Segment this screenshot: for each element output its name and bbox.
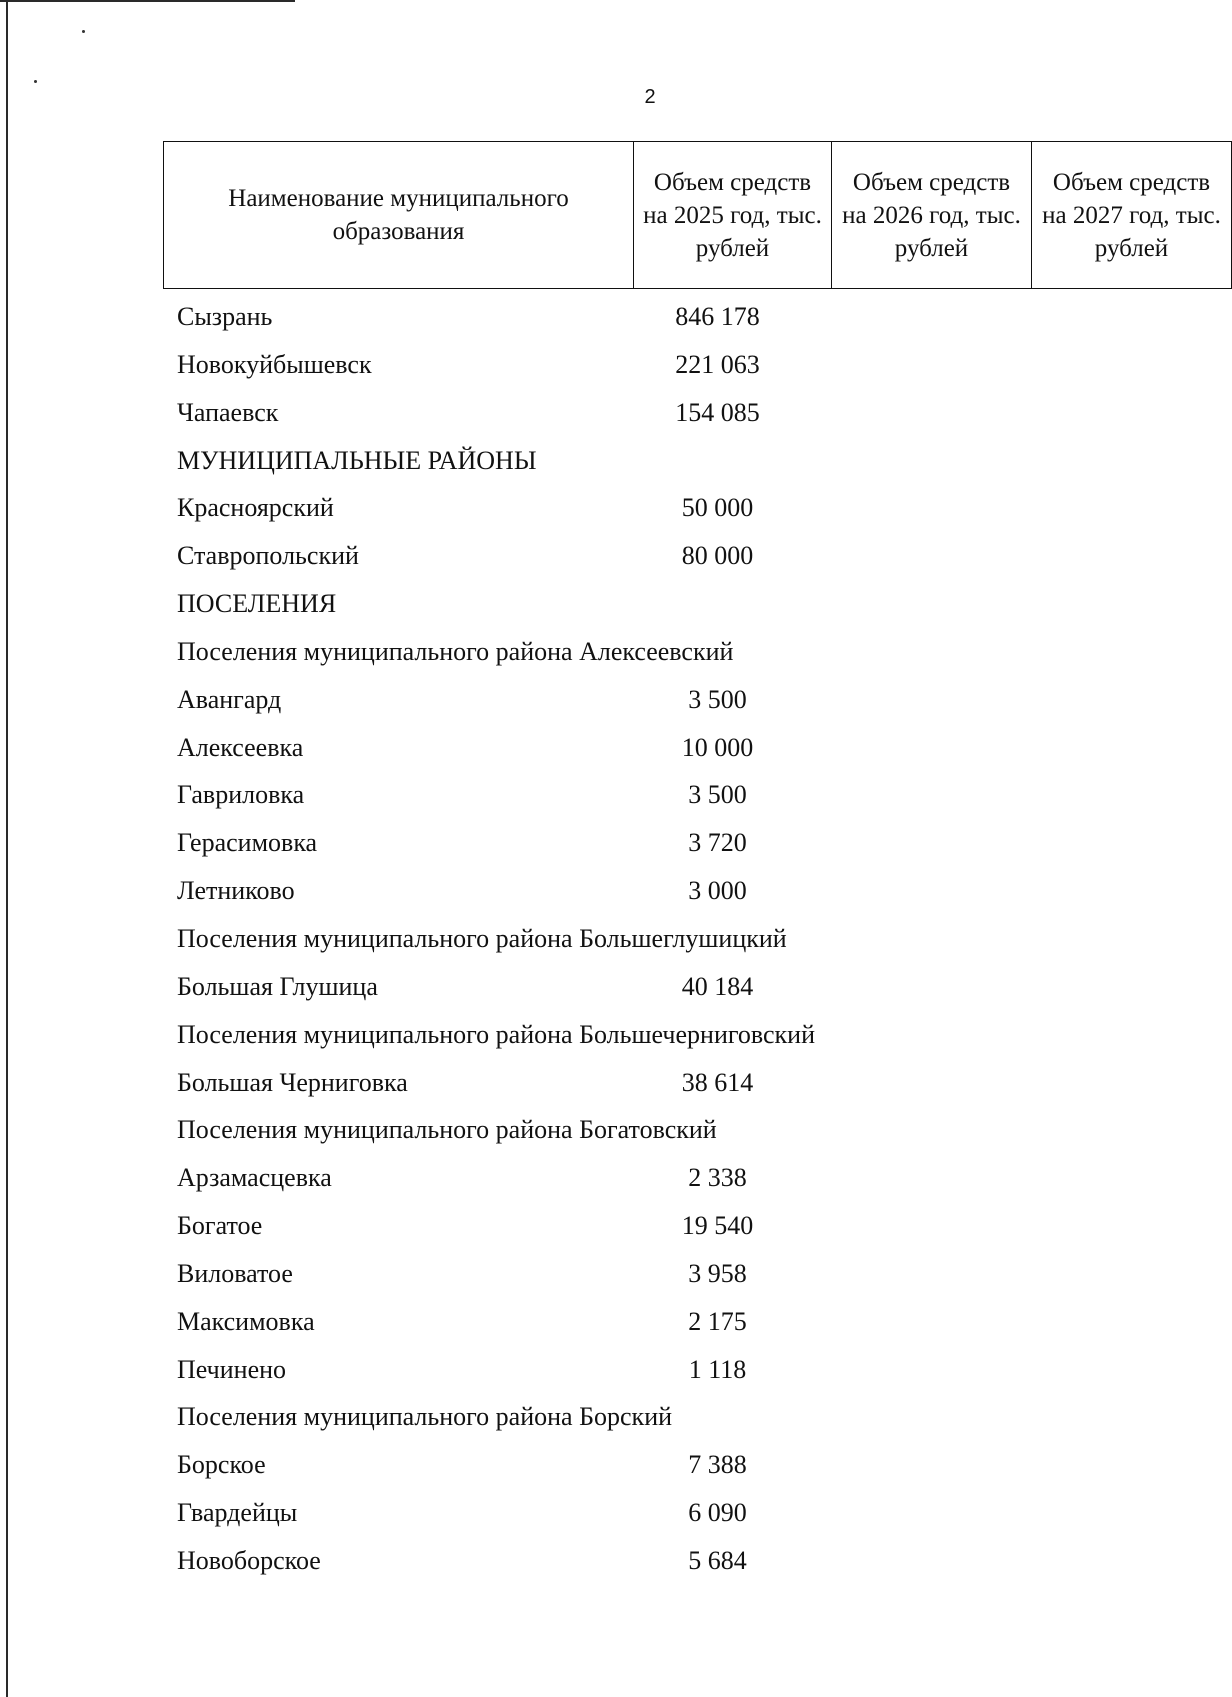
table-header: [163, 141, 1232, 289]
row-value-2025: 1 118: [688, 1354, 747, 1384]
row-name: Большая Черниговка: [177, 1067, 408, 1097]
row-name: Авангард: [177, 684, 282, 714]
row-name: Поселения муниципального района Алексеевский: [177, 636, 734, 666]
row-name: Виловатое: [177, 1258, 293, 1288]
table-row: [0, 1441, 1200, 1489]
row-value-2025: 2 338: [688, 1163, 747, 1193]
row-name: Печинено: [177, 1354, 287, 1384]
table-row: [0, 771, 1200, 819]
row-name: Новокуйбышевск: [177, 349, 372, 379]
row-value-2025: 221 063: [675, 349, 760, 379]
row-name: МУНИЦИПАЛЬНЫЕ РАЙОНЫ: [177, 445, 537, 475]
row-name: ПОСЕЛЕНИЯ: [177, 589, 337, 619]
row-name: Поселения муниципального района Большеглушицкий: [177, 923, 787, 953]
table-row: [0, 724, 1200, 772]
table-row: [0, 484, 1200, 532]
table-row: [0, 915, 1200, 963]
row-name: Поселения муниципального района Богатовский: [177, 1115, 717, 1145]
row-value-2025: 2 175: [688, 1306, 747, 1336]
scan-edge-top: [0, 0, 295, 2]
page-number: 2: [644, 86, 656, 108]
table-row: [0, 1489, 1200, 1537]
table-row: [0, 1346, 1200, 1394]
row-value-2025: 3 500: [688, 684, 747, 714]
row-name: Арзамасцевка: [177, 1163, 332, 1193]
row-value-2025: 3 720: [688, 828, 747, 858]
row-value-2025: 38 614: [681, 1067, 754, 1097]
table-row: [0, 867, 1200, 915]
table-row: [0, 1298, 1200, 1346]
row-value-2025: 3 500: [688, 780, 747, 810]
table-row: [0, 1106, 1200, 1154]
row-name: Красноярский: [177, 493, 334, 523]
row-name: Максимовка: [177, 1306, 315, 1336]
row-value-2025: 80 000: [681, 541, 754, 571]
table-row: [0, 1393, 1200, 1441]
row-name: Ставропольский: [177, 541, 359, 571]
table-row: [0, 1202, 1200, 1250]
scan-speck: [82, 30, 85, 33]
table-row: [0, 1059, 1200, 1107]
row-value-2025: 846 178: [675, 302, 760, 331]
row-name: Большая Глушица: [177, 971, 378, 1001]
table-row: [0, 819, 1200, 867]
row-name: Поселения муниципального района Большечерниговский: [177, 1019, 816, 1049]
header-2025: Объем средств на 2025 год, тыс. рублей: [634, 142, 832, 289]
table-row: [0, 963, 1200, 1011]
row-value-2025: 3 000: [688, 876, 747, 906]
row-value-2025: 6 090: [688, 1498, 747, 1528]
row-value-2025: 19 540: [681, 1211, 754, 1241]
header-2027: Объем средств на 2027 год, тыс. рублей: [1032, 142, 1232, 289]
row-value-2025: 154 085: [675, 397, 760, 427]
table-row: [0, 1154, 1200, 1202]
row-name: Новоборское: [177, 1545, 321, 1575]
row-name: Борское: [177, 1450, 266, 1480]
header-name: Наименование муниципального образования: [164, 142, 634, 289]
row-name: Летниково: [177, 876, 295, 906]
row-value-2025: 7 388: [688, 1450, 747, 1480]
table-row: [0, 341, 1200, 389]
row-value-2025: 3 958: [688, 1258, 747, 1288]
row-name: Поселения муниципального района Борский: [177, 1402, 673, 1432]
row-value-2025: 5 684: [688, 1545, 747, 1575]
table-row: [0, 532, 1200, 580]
table-row: [0, 676, 1200, 724]
header-2026: Объем средств на 2026 год, тыс. рублей: [832, 142, 1032, 289]
table-row: [0, 389, 1200, 437]
table-row: [0, 580, 1200, 628]
table-row: [0, 1537, 1200, 1585]
row-name: Гвардейцы: [177, 1498, 298, 1528]
row-name: Гавриловка: [177, 780, 305, 810]
row-value-2025: 10 000: [681, 732, 754, 762]
table-body: [0, 293, 1200, 1585]
row-value-2025: 40 184: [681, 971, 754, 1001]
row-name: Сызрань: [177, 302, 273, 331]
row-name: Герасимовка: [177, 828, 318, 858]
scan-speck: [34, 80, 37, 83]
table-row: [0, 628, 1200, 676]
row-value-2025: 50 000: [681, 493, 754, 523]
table-row: [0, 293, 1200, 341]
row-name: Алексеевка: [177, 732, 304, 762]
table-row: [0, 437, 1200, 485]
row-name: Богатое: [177, 1211, 263, 1241]
table-row: [0, 1250, 1200, 1298]
row-name: Чапаевск: [177, 397, 279, 427]
table-row: [0, 1011, 1200, 1059]
